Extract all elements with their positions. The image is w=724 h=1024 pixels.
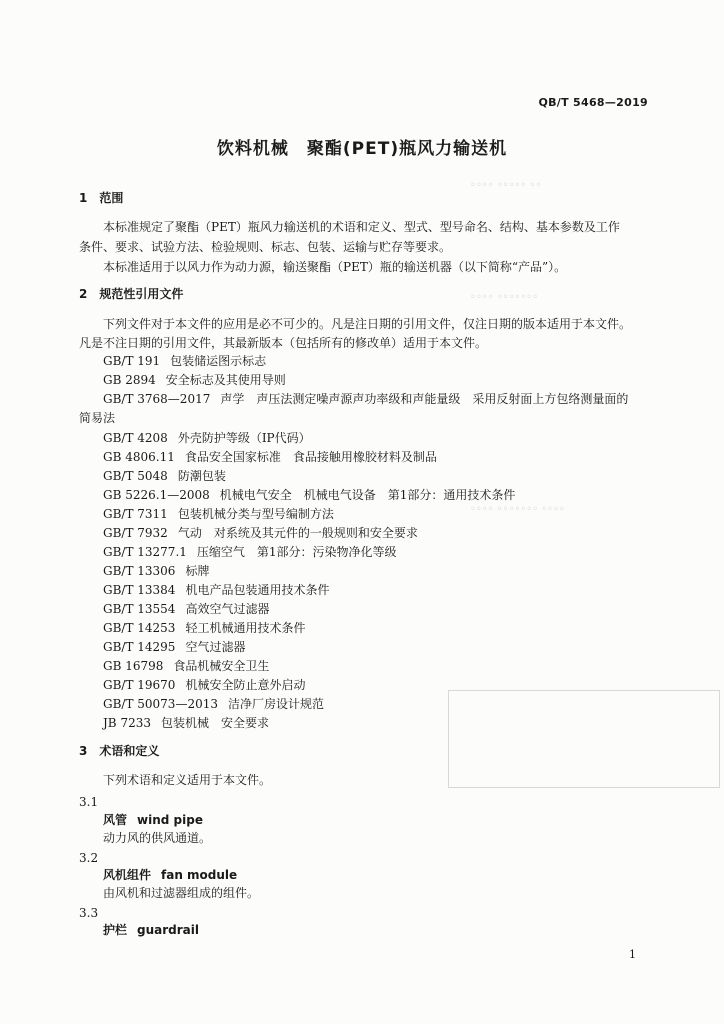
reference-item — [103, 449, 437, 465]
reference-title: 包装储运图示标志 — [170, 354, 267, 368]
paragraph-line: 条件、要求、试验方法、检验规则、标志、包装、运输与贮存等要求。 — [79, 240, 452, 254]
reference-title: 机械电气安全 机械电气设备 第1部分：通用技术条件 — [219, 488, 516, 502]
reference-title: 包装机械 安全要求 — [160, 716, 269, 730]
reference-code: GB/T 19670 — [103, 678, 176, 692]
bleed-through-text: ◦◦◦◦ ◦◦◦◦◦ ◦◦ — [470, 180, 542, 191]
reference-title: 包装机械分类与型号编制方法 — [177, 507, 334, 521]
reference-code: GB 2894 — [103, 373, 156, 387]
reference-item — [103, 563, 209, 579]
bleed-through-text: ◦◦◦◦ ◦◦◦◦◦◦◦ — [470, 292, 539, 303]
reference-title: 洁净厂房设计规范 — [227, 697, 324, 711]
term-entry — [103, 812, 203, 828]
section-heading-scope: 1 范围 — [79, 191, 124, 205]
paragraph-line: 下列文件对于本文件的应用是必不可少的。凡是注日期的引用文件，仅注日期的版本适用于本文件。 — [103, 317, 632, 331]
paragraph-line: 下列术语和定义适用于本文件。 — [103, 773, 272, 787]
term-number: 3.3 — [79, 906, 99, 920]
reference-code: GB 5226.1—2008 — [103, 488, 210, 502]
reference-item — [103, 582, 329, 598]
term-definition: 动力风的供风通道。 — [103, 831, 212, 845]
reference-item — [103, 487, 515, 503]
reference-title: 安全标志及其使用导则 — [165, 373, 286, 387]
paragraph-line: 本标准适用于以风力作为动力源，输送聚酯（PET）瓶的输送机器（以下简称“产品”）。 — [103, 260, 567, 274]
page-title: 饮料机械 聚酯(PET)瓶风力输送机 — [216, 139, 508, 159]
paragraph-line: 本标准规定了聚酯（PET）瓶风力输送机的术语和定义、型式、型号命名、结构、基本参数及工作 — [103, 220, 620, 234]
paragraph-line: 凡是不注日期的引用文件，其最新版本（包括所有的修改单）适用于本文件。 — [79, 336, 488, 350]
term-zh: 护栏 — [103, 923, 128, 937]
reference-code: GB/T 14253 — [103, 621, 176, 635]
term-definition: 由风机和过滤器组成的组件。 — [103, 886, 260, 900]
reference-title: 防潮包装 — [177, 469, 226, 483]
reference-code: GB 16798 — [103, 659, 164, 673]
term-en: fan module — [161, 868, 238, 882]
reference-title: 食品机械安全卫生 — [173, 659, 270, 673]
reference-title: 标牌 — [185, 564, 210, 578]
term-zh: 风管 — [103, 813, 128, 827]
document-code: QB/T 5468—2019 — [538, 96, 648, 109]
reference-title: 气动 对系统及其元件的一般规则和安全要求 — [177, 526, 418, 540]
page-number: 1 — [629, 948, 636, 961]
reference-item — [103, 715, 269, 731]
reference-title: 压缩空气 第1部分：污染物净化等级 — [196, 545, 397, 559]
reference-code: GB/T 13306 — [103, 564, 176, 578]
reference-code: GB/T 191 — [103, 354, 161, 368]
term-number: 3.1 — [79, 795, 99, 809]
reference-title: 轻工机械通用技术条件 — [185, 621, 306, 635]
reference-item — [103, 620, 305, 636]
reference-item — [103, 391, 628, 407]
reference-item — [103, 372, 286, 388]
reference-title: 简易法 — [79, 411, 116, 425]
reference-code: GB/T 3768—2017 — [103, 392, 211, 406]
reference-title: 外壳防护等级（IP代码） — [177, 431, 311, 445]
reference-item — [103, 639, 245, 655]
reference-title: 空气过滤器 — [185, 640, 246, 654]
reference-item — [103, 658, 269, 674]
bleed-through-text: ◦◦◦◦ ◦◦◦◦◦◦◦ ◦◦◦◦ — [470, 504, 565, 515]
reference-item — [103, 506, 334, 522]
reference-code: GB/T 14295 — [103, 640, 176, 654]
reference-code: GB/T 4208 — [103, 431, 168, 445]
reference-item — [79, 410, 115, 426]
term-en: guardrail — [137, 923, 199, 937]
reference-item — [103, 430, 311, 446]
reference-code: GB/T 13384 — [103, 583, 176, 597]
reference-item — [103, 468, 226, 484]
reference-item — [103, 677, 305, 693]
section-heading-references: 2 规范性引用文件 — [79, 287, 184, 301]
reference-item — [103, 525, 418, 541]
term-zh: 风机组件 — [103, 868, 152, 882]
reference-code: GB/T 7311 — [103, 507, 168, 521]
section-heading-terms: 3 术语和定义 — [79, 744, 160, 758]
term-entry — [103, 922, 199, 938]
reference-title: 声学 声压法测定噪声源声功率级和声能量级 采用反射面上方包络测量面的 — [220, 392, 629, 406]
reference-title: 机械安全防止意外启动 — [185, 678, 306, 692]
term-en: wind pipe — [137, 813, 203, 827]
reference-code: GB/T 13277.1 — [103, 545, 187, 559]
reference-code: GB 4806.11 — [103, 450, 175, 464]
bleed-through-frame — [448, 690, 720, 788]
reference-title: 机电产品包装通用技术条件 — [185, 583, 330, 597]
reference-code: JB 7233 — [103, 716, 151, 730]
reference-item — [103, 696, 324, 712]
reference-code: GB/T 13554 — [103, 602, 176, 616]
reference-item — [103, 353, 266, 369]
reference-title: 高效空气过滤器 — [185, 602, 270, 616]
reference-item — [103, 544, 397, 560]
reference-code: GB/T 5048 — [103, 469, 168, 483]
term-number: 3.2 — [79, 851, 99, 865]
reference-code: GB/T 7932 — [103, 526, 168, 540]
reference-title: 食品安全国家标准 食品接触用橡胶材料及制品 — [184, 450, 437, 464]
term-entry — [103, 867, 237, 883]
reference-code: GB/T 50073—2013 — [103, 697, 218, 711]
reference-item — [103, 601, 269, 617]
